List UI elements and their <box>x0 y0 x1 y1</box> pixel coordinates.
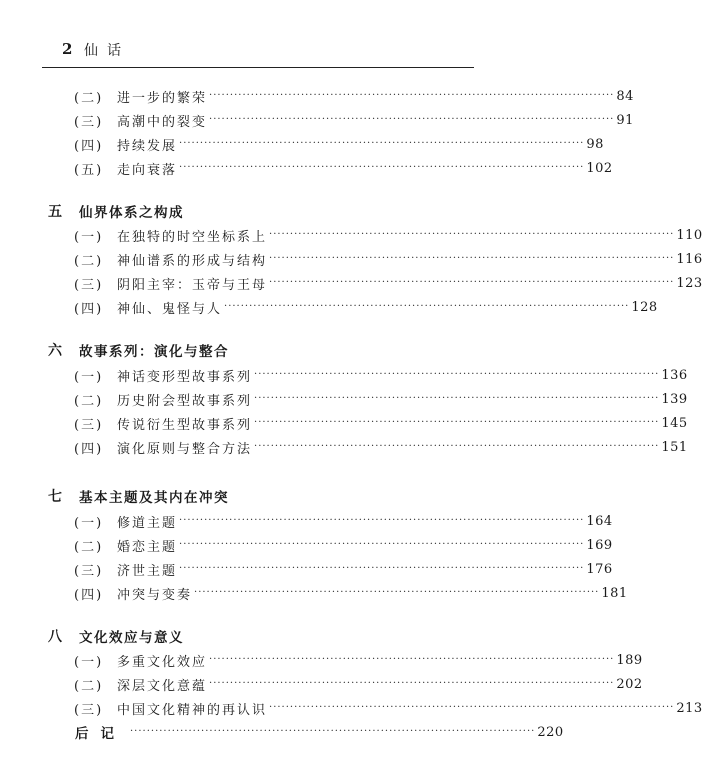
entry-page: 128 <box>631 299 658 315</box>
entry-title: 阴阳主宰：玉帝与王母 <box>117 277 268 293</box>
entry-title: 持续发展 <box>117 138 178 154</box>
entry-title: 中国文化精神的再认识 <box>117 702 268 718</box>
entry-title: 修道主题 <box>117 515 178 531</box>
entry-page: 145 <box>661 415 688 431</box>
dot-leader: ································································································· <box>254 369 660 380</box>
entry-page: 151 <box>661 439 688 455</box>
dot-leader: ································································································· <box>194 587 600 598</box>
entry-page: 213 <box>676 700 703 716</box>
dot-leader: ································································································· <box>269 253 675 264</box>
entry-number: (四) <box>74 441 104 457</box>
entry-number: (五) <box>74 162 104 178</box>
entry-number: (二) <box>74 539 104 555</box>
chapter-title: 文化效应与意义 <box>79 630 184 646</box>
entry-number: (二) <box>74 393 104 409</box>
dot-leader: ································································································· <box>269 277 675 288</box>
dot-leader: ································································································· <box>179 138 585 149</box>
dot-leader: ································································································· <box>179 515 585 526</box>
chapter-number: 五 <box>48 204 62 220</box>
entry-number: (三) <box>74 702 104 718</box>
chapter-heading[interactable] <box>0 339 525 361</box>
entry-number: (四) <box>74 301 104 317</box>
entry-page: 102 <box>586 160 613 176</box>
entry-page: 123 <box>676 275 703 291</box>
chapter-number: 八 <box>48 629 62 645</box>
entry-title: 神仙谱系的形成与结构 <box>117 253 268 269</box>
toc-entry[interactable] <box>0 109 634 131</box>
toc-entry[interactable] <box>0 248 703 270</box>
entry-page: 116 <box>676 251 703 267</box>
entry-number: (二) <box>74 90 104 106</box>
entry-title: 走向衰落 <box>117 162 178 178</box>
entry-title: 神话变形型故事系列 <box>117 369 253 385</box>
entry-page: 139 <box>661 391 688 407</box>
entry-page: 189 <box>616 652 643 668</box>
entry-title: 进一步的繁荣 <box>117 90 208 106</box>
entry-title: 婚恋主题 <box>117 539 178 555</box>
entry-page: 220 <box>537 724 564 740</box>
entry-number: (三) <box>74 563 104 579</box>
entry-page: 202 <box>616 676 643 692</box>
dot-leader: ································································································· <box>254 393 660 404</box>
chapter-heading[interactable] <box>0 485 525 507</box>
entry-page: 164 <box>586 513 613 529</box>
entry-number: (四) <box>74 138 104 154</box>
dot-leader: ································································································· <box>130 726 536 737</box>
entry-page: 84 <box>616 88 634 104</box>
toc-entry[interactable] <box>0 364 688 386</box>
toc-entry[interactable] <box>0 510 613 532</box>
entry-number: (一) <box>74 515 104 531</box>
book-title: 仙话 <box>84 43 130 59</box>
entry-title: 深层文化意蕴 <box>117 678 208 694</box>
entry-number: (一) <box>74 654 104 670</box>
dot-leader: ································································································· <box>254 441 660 452</box>
entry-page: 136 <box>661 367 688 383</box>
dot-leader: ································································································· <box>269 702 675 713</box>
dot-leader: ································································································· <box>209 114 615 125</box>
entry-number: (三) <box>74 417 104 433</box>
dot-leader: ································································································· <box>254 417 660 428</box>
entry-title: 神仙、鬼怪与人 <box>117 301 223 317</box>
entry-number: (四) <box>74 587 104 603</box>
dot-leader: ································································································· <box>209 678 615 689</box>
dot-leader: ································································································· <box>179 563 585 574</box>
toc-entry[interactable] <box>0 412 688 434</box>
dot-leader: ································································································· <box>269 229 675 240</box>
page-number: 2 <box>62 40 73 58</box>
entry-number: (一) <box>74 229 104 245</box>
toc-entry[interactable] <box>0 85 634 107</box>
toc-entry[interactable] <box>0 697 703 719</box>
entry-title: 济世主题 <box>117 563 178 579</box>
toc-entry[interactable] <box>0 272 703 294</box>
entry-number: (一) <box>74 369 104 385</box>
toc-entry[interactable] <box>0 436 688 458</box>
chapter-title: 基本主题及其内在冲突 <box>79 490 229 506</box>
chapter-heading[interactable] <box>0 200 525 222</box>
toc-entry[interactable] <box>0 558 613 580</box>
entry-page: 98 <box>586 136 604 152</box>
entry-number: (三) <box>74 277 104 293</box>
entry-page: 169 <box>586 537 613 553</box>
entry-title: 演化原则与整合方法 <box>117 441 253 457</box>
toc-entry[interactable] <box>0 133 604 155</box>
chapter-heading[interactable] <box>0 625 525 647</box>
chapter-title: 故事系列：演化与整合 <box>79 344 229 360</box>
toc-entry[interactable] <box>0 673 643 695</box>
toc-entry[interactable] <box>0 296 658 318</box>
afterword-title: 后记 <box>75 726 126 742</box>
dot-leader: ································································································· <box>209 90 615 101</box>
toc-entry[interactable] <box>0 388 688 410</box>
toc-entry-afterword[interactable] <box>0 721 564 743</box>
toc-entry[interactable] <box>0 649 643 671</box>
chapter-number: 七 <box>48 489 62 505</box>
chapter-title: 仙界体系之构成 <box>79 205 184 221</box>
entry-title: 冲突与变奏 <box>117 587 193 603</box>
chapter-number: 六 <box>48 343 62 359</box>
entry-page: 110 <box>676 227 703 243</box>
entry-page: 176 <box>586 561 613 577</box>
toc-entry[interactable] <box>0 534 613 556</box>
entry-number: (二) <box>74 678 104 694</box>
entry-title: 历史附会型故事系列 <box>117 393 253 409</box>
dot-leader: ································································································· <box>179 539 585 550</box>
entry-number: (三) <box>74 114 104 130</box>
entry-page: 91 <box>616 112 634 128</box>
entry-title: 在独特的时空坐标系上 <box>117 229 268 245</box>
entry-page: 181 <box>601 585 628 601</box>
dot-leader: ································································································· <box>209 654 615 665</box>
entry-title: 多重文化效应 <box>117 654 208 670</box>
entry-title: 传说衍生型故事系列 <box>117 417 253 433</box>
toc-entry[interactable] <box>0 224 703 246</box>
dot-leader: ································································································· <box>224 301 630 312</box>
entry-number: (二) <box>74 253 104 269</box>
toc-entry[interactable] <box>0 157 613 179</box>
toc-entry[interactable] <box>0 582 628 604</box>
entry-title: 高潮中的裂变 <box>117 114 208 130</box>
dot-leader: ································································································· <box>179 162 585 173</box>
